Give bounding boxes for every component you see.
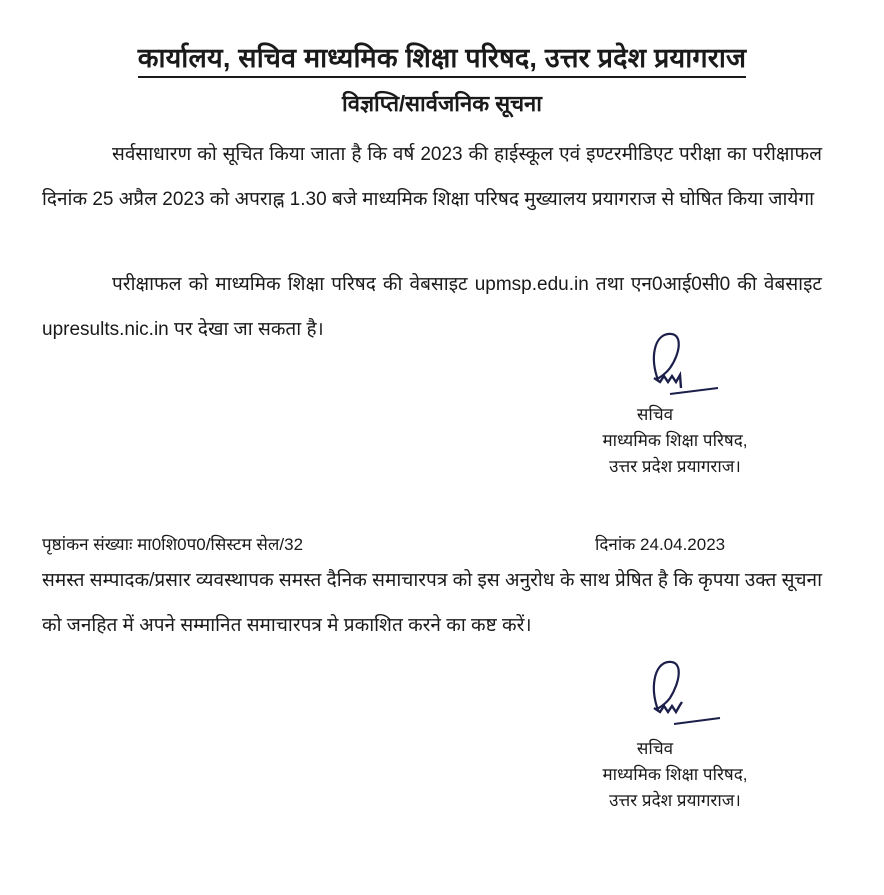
paragraph-announcement	[42, 132, 822, 222]
signatory-designation: सचिव	[636, 405, 674, 424]
signatory-office-line-2: उत्तर प्रदेश प्रयागराज।	[609, 791, 741, 810]
signatory-office-line-1: माध्यमिक शिक्षा परिषद,	[602, 431, 748, 450]
paragraph-1-text: सर्वसाधारण को सूचित किया जाता है कि वर्ष 2023 की हाईस्कूल एवं इण्टरमीडिएट परीक्षा का परीक्षाफल दिनांक 25 अप्रैल 2023 को अपराह्न 1.30 बजे माध्यमिक शिक्षा परिषद मुख्यालय प्रयागराज से घोषित किया जायेगा	[42, 144, 822, 210]
endorsement-reference: पृष्ठांकन संख्याः मा0शि0प0/सिस्टम सेल/32	[42, 535, 304, 554]
notice-heading: विज्ञप्ति/सार्वजनिक सूचना	[342, 91, 542, 116]
paragraph-2-text: परीक्षाफल को माध्यमिक शिक्षा परिषद की वेबसाइट upmsp.edu.in तथा एन0आई0सी0 की वेबसाइट upresults.nic.in पर देखा जा सकता है।	[42, 274, 822, 340]
signatory-designation: सचिव	[636, 739, 674, 758]
office-heading	[0, 38, 884, 75]
signature-block-2	[560, 736, 790, 814]
signatory-office-line-2: उत्तर प्रदेश प्रयागराज।	[609, 457, 741, 476]
signature-image	[640, 328, 735, 398]
signatory-office-line-1: माध्यमिक शिक्षा परिषद,	[602, 765, 748, 784]
signature-image	[640, 654, 735, 729]
signature-block-1	[560, 402, 790, 480]
office-heading-text: कार्यालय, सचिव माध्यमिक शिक्षा परिषद, उत्तर प्रदेश प्रयागराज	[138, 43, 747, 78]
endorsement-text: समस्त सम्पादक/प्रसार व्यवस्थापक समस्त दैनिक समाचारपत्र को इस अनुरोध के साथ प्रेषित है कि कृपया उक्त सूचना को जनहित में अपने सम्मानित समाचारपत्र मे प्रकाशित करने का कष्ट करें।	[42, 570, 822, 636]
endorsement-date: दिनांक 24.04.2023	[595, 535, 726, 554]
